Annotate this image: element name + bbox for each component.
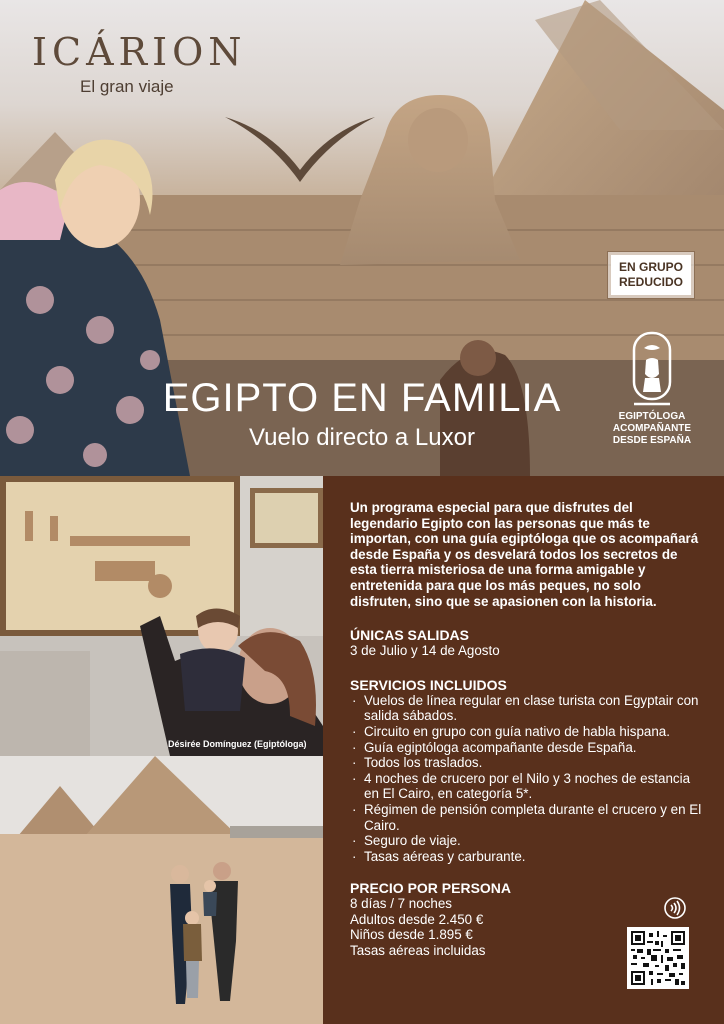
hero-subtitle: Vuelo directo a Luxor xyxy=(249,424,475,451)
badge-line-2: REDUCIDO xyxy=(618,275,683,289)
price-block xyxy=(350,880,610,958)
brand-logo: ICÁRION xyxy=(32,30,247,74)
list-item: · Tasas aéreas y carburante. xyxy=(350,849,702,865)
price-duration: 8 días / 7 noches xyxy=(350,896,452,912)
services-title: SERVICIOS INCLUIDOS xyxy=(350,676,507,693)
info-panel xyxy=(323,476,724,1024)
list-item: · Todos los traslados. xyxy=(350,755,702,771)
qr-code-icon[interactable] xyxy=(627,927,689,989)
hero-section xyxy=(0,0,724,476)
egyptologist-line-2: ACOMPAÑANTE xyxy=(612,423,692,434)
small-group-badge xyxy=(607,251,695,299)
price-title: PRECIO POR PERSONA xyxy=(350,880,512,897)
pyramids-family-photo xyxy=(0,756,323,1024)
pyramids-family-photo-image xyxy=(0,756,323,1024)
egyptologist-line-3: DESDE ESPAÑA xyxy=(612,435,692,446)
photo-caption: Désirée Domínguez (Egiptóloga) xyxy=(168,739,307,749)
departures-text: 3 de Julio y 14 de Agosto xyxy=(350,643,500,659)
brand-tagline: El gran viaje xyxy=(80,77,174,96)
services-list xyxy=(350,693,702,865)
list-item: · Vuelos de línea regular en clase turista con Egyptair con salida sábados. xyxy=(350,693,702,724)
list-item: · Circuito en grupo con guía nativo de habla hispana. xyxy=(350,724,702,740)
price-children: Niños desde 1.895 € xyxy=(350,927,473,943)
qr-code-pattern xyxy=(631,931,685,985)
price-adults: Adultos desde 2.450 € xyxy=(350,911,484,927)
list-item: · Guía egiptóloga acompañante desde España. xyxy=(350,740,702,756)
museum-photo xyxy=(0,476,323,756)
badge-line-1: EN GRUPO xyxy=(618,260,683,274)
hero-title: EGIPTO EN FAMILIA xyxy=(162,376,562,420)
list-item: · Seguro de viaje. xyxy=(350,833,702,849)
intro-text: Un programa especial para que disfrutes del legendario Egipto con las personas que más te importan, con una guía egiptóloga que os acompañará desde España y os desvelará todos los secretos de esta tierra misteriosa de una forma amigable y entretenida para que los más peques, no solo disfruten, sino que se apasionen con la historia. xyxy=(350,500,699,609)
price-taxes: Tasas aéreas incluidas xyxy=(350,943,486,959)
chevron-emblem-icon xyxy=(225,117,375,182)
list-item: · 4 noches de crucero por el Nilo y 3 noches de estancia en El Cairo, en categoría 5*. xyxy=(350,771,702,802)
list-item: · Régimen de pensión completa durante el crucero y en El Cairo. xyxy=(350,802,702,833)
departures-title: ÚNICAS SALIDAS xyxy=(350,627,470,644)
egyptologist-line-1: EGIPTÓLOGA xyxy=(618,411,686,422)
museum-photo-image xyxy=(0,476,323,756)
contactless-icon xyxy=(663,896,687,920)
